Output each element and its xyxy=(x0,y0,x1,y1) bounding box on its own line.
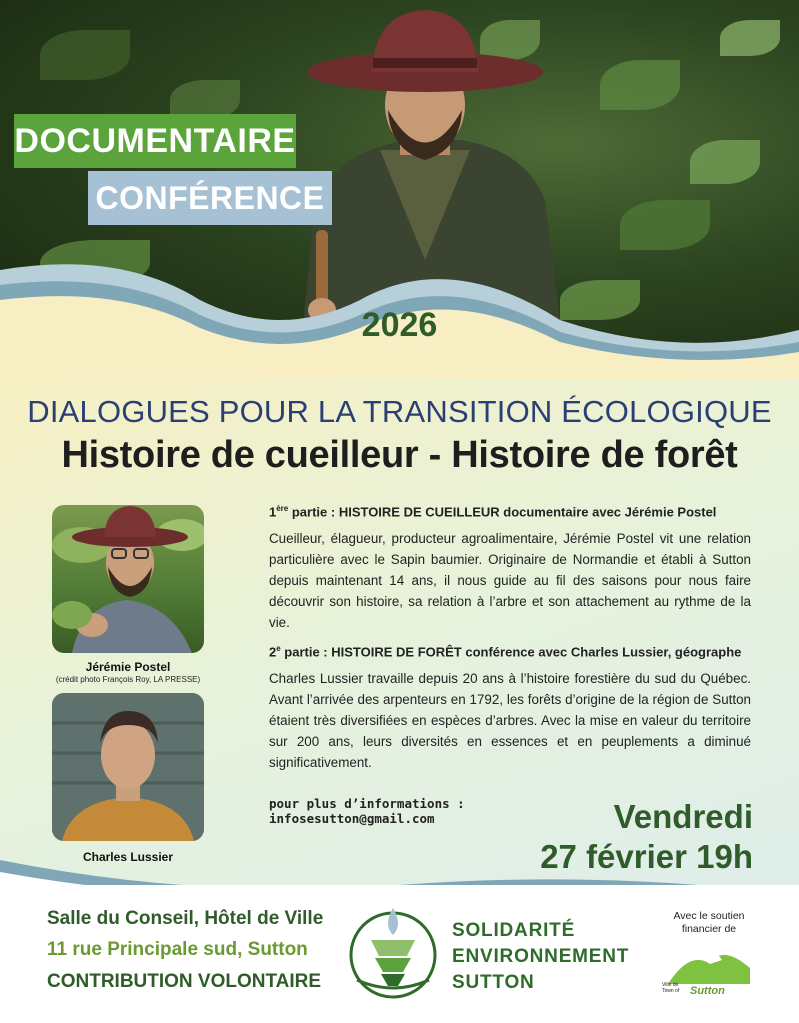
contribution-note: CONTRIBUTION VOLONTAIRE xyxy=(47,971,322,992)
main-title: Histoire de cueilleur - Histoire de forêt xyxy=(61,434,738,476)
event-day: Vendredi xyxy=(613,798,753,835)
series-title: DIALOGUES POUR LA TRANSITION ÉCOLOGIQUE xyxy=(27,394,772,429)
portrait-2-name: Charles Lussier xyxy=(82,850,174,864)
header-wave xyxy=(0,230,799,380)
ses-logo-icon xyxy=(343,900,443,1000)
ville-de-label: Ville de Town of xyxy=(662,982,680,994)
venue-address: 11 rue Principale sud, Sutton xyxy=(47,939,308,960)
year-label: 2026 xyxy=(361,306,438,344)
documentaire-tag: DOCUMENTAIRE xyxy=(14,114,296,168)
part-2-heading: 2e partie : HISTOIRE DE FORÊT conférence avec Charles Lussier, géographe xyxy=(269,644,742,660)
portrait-1-credit: (crédit photo François Roy, LA PRESSE) xyxy=(55,675,201,684)
part-1-body: Cueilleur, élagueur, producteur agroalimentaire, Jérémie Postel vit une relation particulière avec le Sapin baumier. Originaire de Normandie et établi à Sutton depuis maintenant 14 ans, il nous guide au fil des saisons pour nous faire découvrir son histoire, sa relation à l’arbre et son attachement au rythme de la vie. xyxy=(269,531,751,631)
portrait-jeremie-postel xyxy=(52,505,204,653)
part-1-heading: 1ère partie : HISTOIRE DE CUEILLEUR documentaire avec Jérémie Postel xyxy=(269,504,717,520)
portrait-1-name: Jérémie Postel xyxy=(85,660,171,674)
sutton-wordmark: Sutton xyxy=(690,985,725,997)
contact-info xyxy=(269,796,465,826)
support-note: Avec le soutien financier de xyxy=(673,910,745,935)
organization-name: SOLIDARITÉ ENVIRONNEMENT SUTTON xyxy=(452,920,630,993)
part-2-section xyxy=(269,640,751,773)
conference-tag: CONFÉRENCE xyxy=(88,171,332,225)
venue-name: Salle du Conseil, Hôtel de Ville xyxy=(47,908,324,929)
portrait-charles-lussier xyxy=(52,693,204,841)
event-datetime: 27 février 19h xyxy=(540,838,753,875)
part-1-section xyxy=(269,500,751,633)
part-2-body: Charles Lussier travaille depuis 20 ans à l’histoire forestière du sud du Québec. Avant l’arrivée des arpenteurs en 1792, les forêts d’origine de la région de Sutton étaient très diversifiées en espèces d’arbres. Avec la mise en valeur du territoire sur 200 ans, leurs diversités en essences et en peuplements a diminué significativement. xyxy=(269,671,751,771)
contact-label: pour plus d’informations : xyxy=(269,796,465,811)
contact-email[interactable]: infosesutton@gmail.com xyxy=(269,811,435,826)
